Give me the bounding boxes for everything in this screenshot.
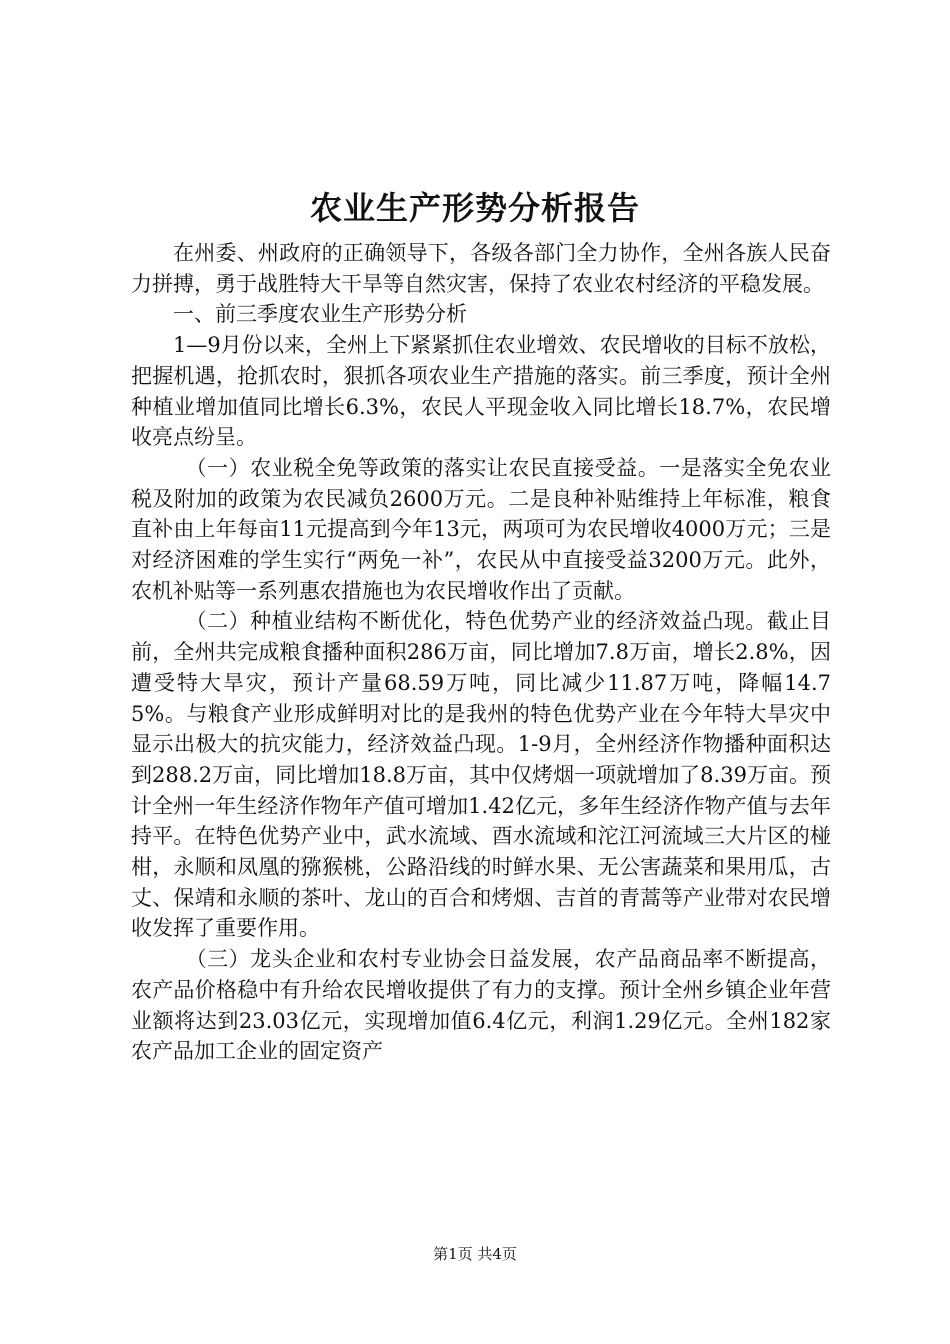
subsection-2-paragraph: （二）种植业结构不断优化，特色优势产业的经济效益凸现。截止目前，全州共完成粮食播种面积286万亩，同比增加7.8万亩，增长2.8%，因遭受特大旱灾，预计产量68.59万吨，同比减少11.87万吨，降幅14.75%。与粮食产业形成鲜明对比的是我州的特色优势产业在今年特大旱灾中显示出极大的抗灾能力，经济效益凸现。1-9月，全州经济作物播种面积达到288.2万亩，同比增加18.8万亩，其中仅烤烟一项就增加了8.39万亩。预计全州一年生经济作物年产值可增加1.42亿元，多年生经济作物产值与去年持平。在特色优势产业中，武水流域、酉水流域和沱江河流域三大片区的椪柑，永顺和凤凰的猕猴桃，公路沿线的时鲜水果、无公害蔬菜和果用瓜，古丈、保靖和永顺的茶叶、龙山的百合和烤烟、吉首的青蒿等产业带对农民增收发挥了重要作用。	[131, 609, 831, 941]
section-heading: 一、前三季度农业生产形势分析	[173, 302, 467, 327]
subsection-1-paragraph: （一）农业税全免等政策的落实让农民直接受益。一是落实全免农业税及附加的政策为农民减负2600万元。二是良种补贴维持上年标准，粮食直补由上年每亩11元提高到今年13元，两项可为农民增收4000万元；三是对经济困难的学生实行“两免一补”，农民从中直接受益3200万元。此外，农机补贴等一系列惠农措施也为农民增收作出了贡献。	[131, 455, 831, 603]
intro-paragraph: 在州委、州政府的正确领导下，各级各部门全力协作，全州各族人民奋力拼搏，勇于战胜特大干旱等自然灾害，保持了农业农村经济的平稳发展。	[131, 241, 831, 296]
document-body	[131, 238, 831, 1067]
page-number-footer: 第1页 共4页	[433, 1245, 517, 1263]
overview-paragraph: 1—9月份以来，全州上下紧紧抓住农业增效、农民增收的目标不放松，把握机遇，抢抓农时，狠抓各项农业生产措施的落实。前三季度，预计全州种植业增加值同比增长6.3%，农民人平现金收入同比增长18.7%，农民增收亮点纷呈。	[131, 333, 831, 450]
document-title: 农业生产形势分析报告	[309, 189, 640, 227]
subsection-3-paragraph: （三）龙头企业和农村专业协会日益发展，农产品商品率不断提高，农产品价格稳中有升给农民增收提供了有力的支撑。预计全州乡镇企业年营业额将达到23.03亿元，实现增加值6.4亿元，利润1.29亿元。全州182家农产品加工企业的固定资产	[131, 947, 831, 1064]
